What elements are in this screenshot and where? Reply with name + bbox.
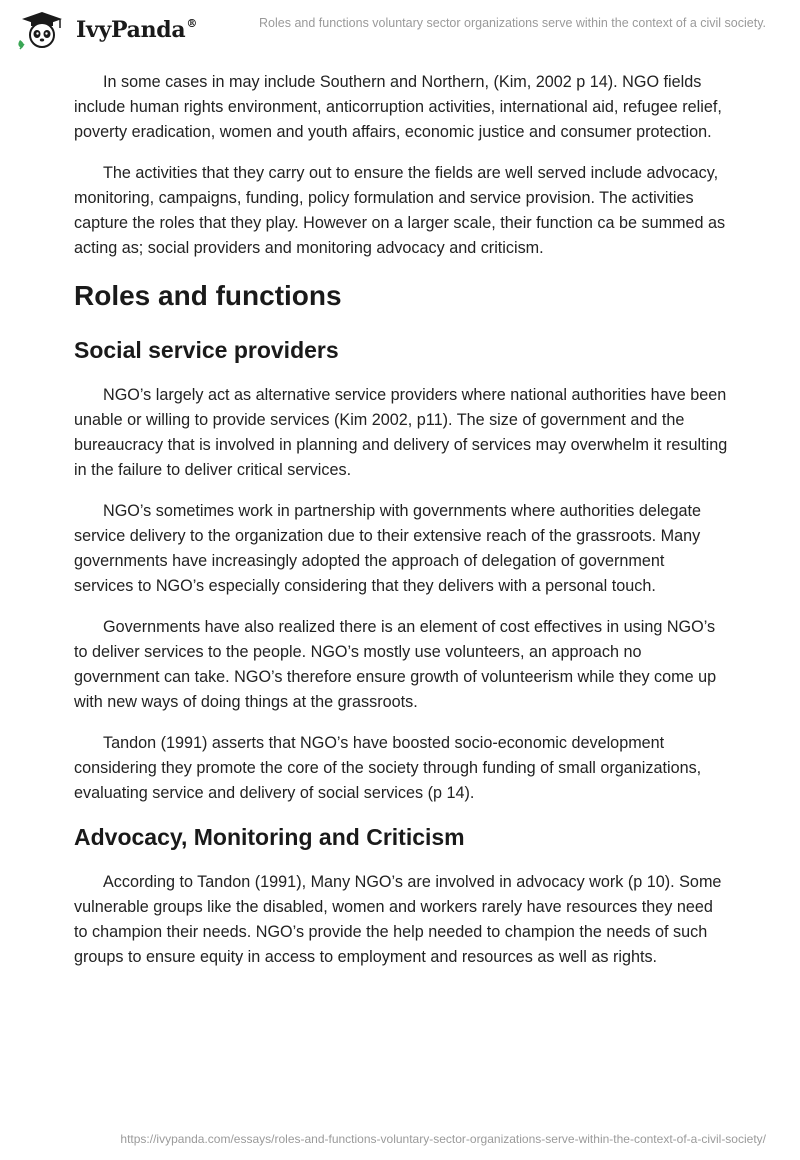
page-header	[0, 0, 800, 60]
body-paragraph: According to Tandon (1991), Many NGO’s are involved in advocacy work (p 10). Some vulnerable groups like the disabled, women and workers rarely have resources they need to champion their needs. NGO’s provide the help needed to champion the needs of such groups to ensure equity in access to employment and resources as well as rights.	[74, 873, 722, 966]
brand-name: IvyPanda®	[76, 16, 198, 43]
body-paragraph: NGO’s largely act as alternative service providers where national authorities have been unable or willing to provide services (Kim 2002, p11). The size of government and the bureaucracy that is involved in planning and delivery of services may overwhelm it resulting in the failure to deliver critical services.	[74, 386, 728, 479]
registered-mark: ®	[186, 16, 198, 30]
intro-paragraph: The activities that they carry out to ensure the fields are well served include advocacy, monitoring, campaigns, funding, policy formulation and service provision. The activities capture the roles that they play. However on a larger scale, their function ca be summed as acting as; social providers and monitoring advocacy and criticism.	[74, 164, 726, 257]
main-heading: Roles and functions	[74, 280, 342, 311]
section-heading-social: Social service providers	[74, 337, 339, 363]
intro-paragraph: In some cases in may include Southern and Northern, (Kim, 2002 p 14). NGO fields include human rights environment, anticorruption activities, international aid, refugee relief, poverty eradication, women and youth affairs, economic justice and consumer protection.	[74, 73, 722, 141]
article-body	[74, 70, 728, 986]
section-heading-advocacy: Advocacy, Monitoring and Criticism	[74, 824, 465, 850]
source-url[interactable]: https://ivypanda.com/essays/roles-and-functions-voluntary-sector-organizations-serve-within-the-context-of-a-civil-society/	[120, 1132, 766, 1146]
body-paragraph: Tandon (1991) asserts that NGO’s have boosted socio-economic development considering they promote the core of the society through funding of small organizations, evaluating service and delivery of social services (p 14).	[74, 734, 702, 802]
body-paragraph: NGO’s sometimes work in partnership with governments where authorities delegate service delivery to the organization due to their extensive reach of the grassroots. Many governments have increasingly adopted the approach of delegation of government services to NGO’s especially considering that they delivers with a personal touch.	[74, 502, 702, 595]
panda-graduate-icon	[14, 10, 70, 50]
ivypanda-logo[interactable]	[14, 10, 197, 50]
document-title: Roles and functions voluntary sector organizations serve within the context of a civil society.	[259, 16, 766, 30]
body-paragraph: Governments have also realized there is an element of cost effectives in using NGO’s to deliver services to the people. NGO’s mostly use volunteers, an approach no government can take. NGO’s therefore ensure growth of volunteerism while they come up with new ways of doing things at the grassroots.	[74, 618, 717, 711]
